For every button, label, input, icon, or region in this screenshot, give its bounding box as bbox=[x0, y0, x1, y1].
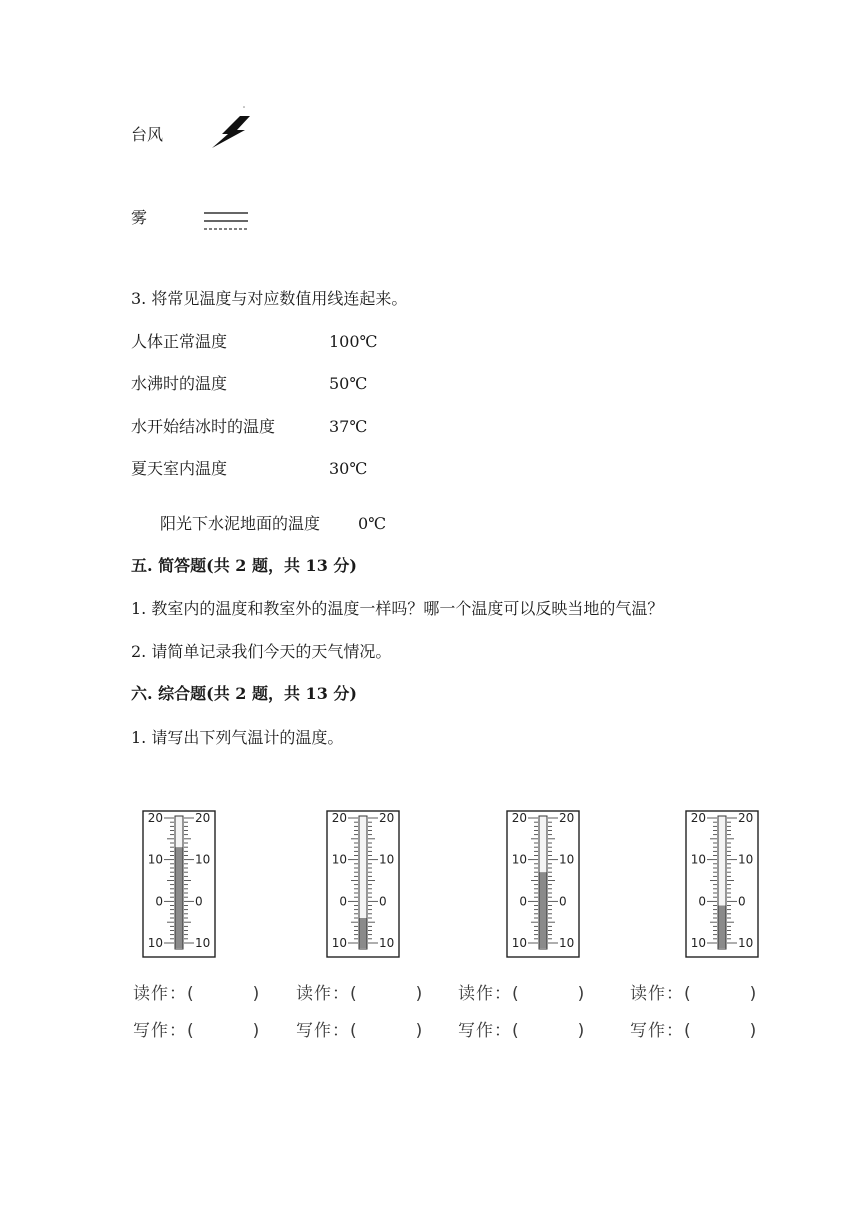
tick-label: 10 bbox=[331, 852, 347, 867]
q3-right-item: 100℃ bbox=[329, 332, 378, 351]
typhoon-symbol-icon bbox=[206, 104, 256, 150]
tick-label: 10 bbox=[147, 852, 163, 867]
tick-label: 0 bbox=[559, 894, 567, 909]
read-answer-blank[interactable]: 读作：( ) bbox=[630, 984, 758, 1004]
q3-left-item: 水开始结冰时的温度 bbox=[131, 417, 276, 436]
tick-label: 10 bbox=[559, 852, 575, 867]
thermometer-liquid bbox=[176, 847, 183, 948]
tick-label: 20 bbox=[147, 811, 163, 825]
section6-title: 六. 综合题(共 2 题，共 13 分) bbox=[131, 684, 357, 703]
thermometer-liquid bbox=[540, 872, 547, 948]
read-answer-blank[interactable]: 读作：( ) bbox=[133, 984, 261, 1004]
tick-label: 10 bbox=[379, 852, 395, 867]
tick-label: 0 bbox=[698, 894, 706, 909]
fog-label: 雾 bbox=[131, 208, 148, 227]
tick-label: 0 bbox=[379, 894, 387, 909]
tick-label: 10 bbox=[511, 852, 527, 867]
q3-right-item: 0℃ bbox=[358, 514, 387, 533]
typhoon-label: 台风 bbox=[131, 125, 164, 144]
section5-question: 1. 教室内的温度和教室外的温度一样吗？哪一个温度可以反映当地的气温？ bbox=[131, 599, 664, 618]
tick-label: 0 bbox=[339, 894, 347, 909]
tick-label: 10 bbox=[195, 936, 211, 950]
tick-label: 20 bbox=[511, 811, 527, 825]
tick-label: 0 bbox=[519, 894, 527, 909]
thermometer bbox=[325, 810, 401, 960]
thermometer-liquid bbox=[719, 906, 726, 949]
q3-left-item: 夏天室内温度 bbox=[131, 459, 228, 478]
tick-label: 20 bbox=[738, 811, 754, 825]
tick-label: 10 bbox=[147, 936, 163, 950]
section6-q1: 1. 请写出下列气温计的温度。 bbox=[131, 728, 344, 747]
tick-label: 20 bbox=[379, 811, 395, 825]
tick-label: 0 bbox=[155, 894, 163, 909]
tick-label: 10 bbox=[738, 852, 754, 867]
read-answer-blank[interactable]: 读作：( ) bbox=[296, 984, 424, 1004]
fog-symbol-icon bbox=[202, 209, 250, 235]
thermometer bbox=[141, 810, 217, 960]
tick-label: 10 bbox=[738, 936, 754, 950]
thermometer bbox=[505, 810, 581, 960]
tick-label: 10 bbox=[690, 936, 706, 950]
tick-label: 20 bbox=[559, 811, 575, 825]
tick-label: 10 bbox=[511, 936, 527, 950]
tick-label: 10 bbox=[690, 852, 706, 867]
tick-label: 10 bbox=[379, 936, 395, 950]
tick-label: 10 bbox=[195, 852, 211, 867]
write-answer-blank[interactable]: 写作：( ) bbox=[133, 1021, 261, 1041]
write-answer-blank[interactable]: 写作：( ) bbox=[296, 1021, 424, 1041]
q3-left-item: 阳光下水泥地面的温度 bbox=[160, 514, 321, 533]
tick-label: 0 bbox=[195, 894, 203, 909]
tick-label: 20 bbox=[690, 811, 706, 825]
tick-label: 10 bbox=[331, 936, 347, 950]
tick-label: 20 bbox=[195, 811, 211, 825]
section5-question: 2. 请简单记录我们今天的天气情况。 bbox=[131, 642, 392, 661]
tick-label: 10 bbox=[559, 936, 575, 950]
write-answer-blank[interactable]: 写作：( ) bbox=[630, 1021, 758, 1041]
q3-title: 3. 将常见温度与对应数值用线连起来。 bbox=[131, 289, 408, 308]
q3-right-item: 37℃ bbox=[329, 417, 368, 436]
tick-label: 20 bbox=[331, 811, 347, 825]
q3-right-item: 50℃ bbox=[329, 374, 368, 393]
write-answer-blank[interactable]: 写作：( ) bbox=[458, 1021, 586, 1041]
q3-left-item: 人体正常温度 bbox=[131, 332, 228, 351]
q3-left-item: 水沸时的温度 bbox=[131, 374, 228, 393]
q3-right-item: 30℃ bbox=[329, 459, 368, 478]
read-answer-blank[interactable]: 读作：( ) bbox=[458, 984, 586, 1004]
thermometer bbox=[684, 810, 760, 960]
tick-label: 0 bbox=[738, 894, 746, 909]
section5-title: 五. 简答题(共 2 题，共 13 分) bbox=[131, 556, 357, 575]
thermometer-liquid bbox=[360, 918, 367, 948]
